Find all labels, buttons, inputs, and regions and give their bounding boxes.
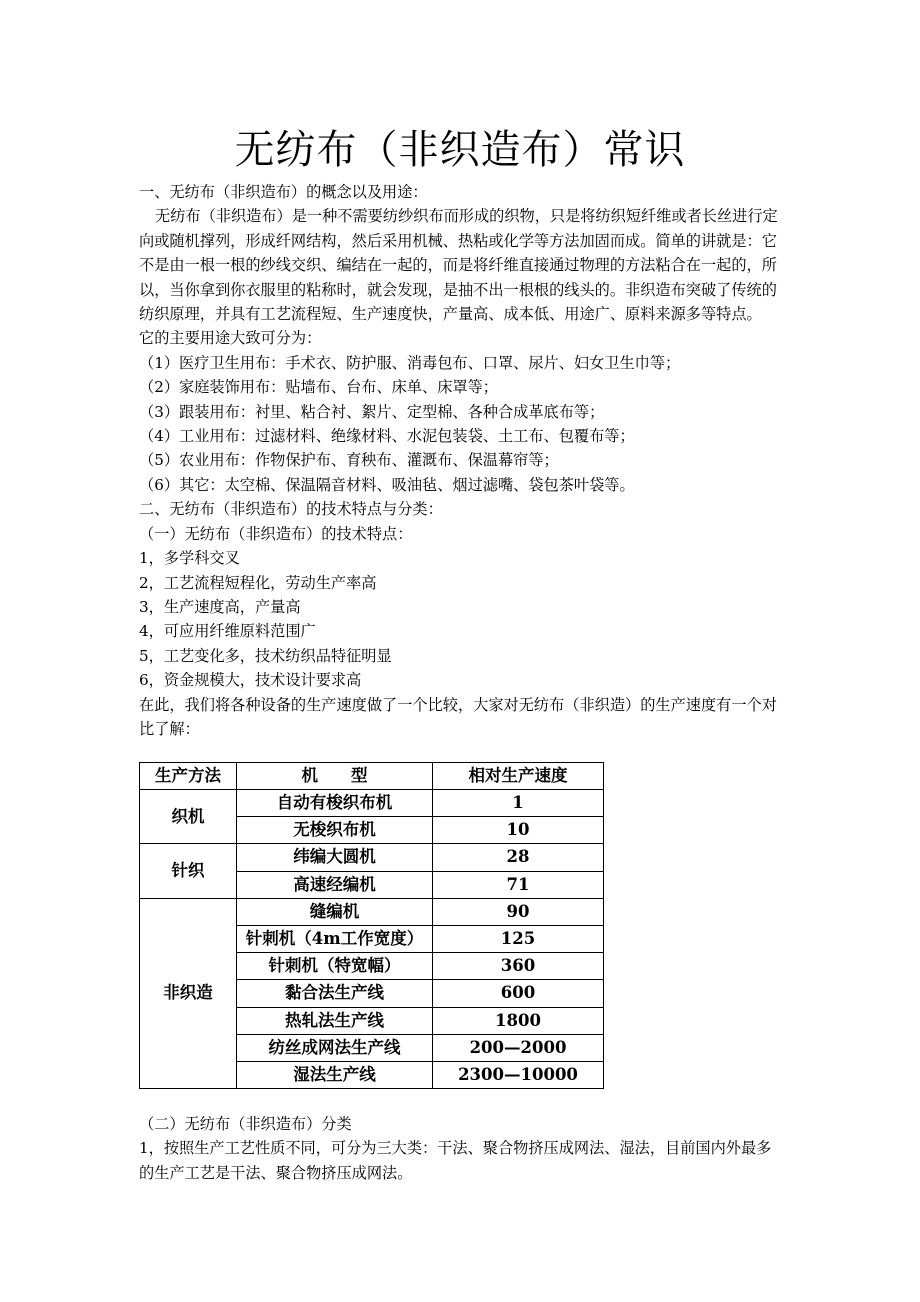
- paragraph: 在此，我们将各种设备的生产速度做了一个比较，大家对无纺布（非织造）的生产速度有一个对比了解：: [139, 695, 777, 738]
- speed-cell: 200—2000: [433, 1034, 604, 1061]
- page-title: 无纺布（非织造布）常识: [234, 127, 686, 173]
- machine-cell: 针刺机（4m工作宽度）: [237, 925, 433, 952]
- machine-cell: 针刺机（特宽幅）: [237, 953, 433, 980]
- machine-cell: 缝编机: [237, 898, 433, 925]
- section-heading: 一、无纺布（非织造布）的概念以及用途：: [139, 183, 428, 201]
- list-item: （2）家庭装饰用布：贴墙布、台布、床单、床罩等；: [139, 378, 498, 397]
- speed-cell: 28: [433, 844, 604, 871]
- list-item: （6）其它：太空棉、保温隔音材料、吸油毡、烟过滤嘴、袋包茶叶袋等。: [139, 475, 635, 494]
- subsection-heading: （二）无纺布（非织造布）分类: [139, 1115, 352, 1133]
- table-header-row: [140, 763, 604, 790]
- paragraph: 无纺布（非织造布）是一种不需要纺纱织布而形成的织物，只是将纺织短纤维或者长丝进行定向或随机撑列，形成纤网结构，然后采用机械、热粘或化学等方法加固而成。简单的讲就是：它不是由一根一根的纱线交织、编结在一起的，而是将纤维直接通过物理的方法粘合在一起的，所以，当你拿到你衣服里的粘称时，就会发现，是抽不出一根根的线头的。非织造布突破了传统的纺织原理，并具有工艺流程短、生产速度快，产量高、成本低、用途广、原料来源多等特点。: [139, 207, 778, 324]
- table-header: 相对生产速度: [433, 763, 604, 790]
- paragraph: 1，按照生产工艺性质不同，可分为三大类：干法、聚合物挤压成网法、湿法，目前国内外最多的生产工艺是干法、聚合物挤压成网法。: [139, 1139, 772, 1182]
- table-header: 生产方法: [140, 763, 237, 790]
- list-item: 5，工艺变化多，技术纺织品特征明显: [139, 646, 392, 665]
- list-item: （3）跟装用布：衬里、粘合衬、絮片、定型棉、各种合成革底布等；: [139, 402, 605, 421]
- machine-cell: 高速经编机: [237, 871, 433, 898]
- table-row: [140, 790, 604, 817]
- speed-cell: 125: [433, 925, 604, 952]
- list-item: （5）农业用布：作物保护布、育秧布、灌溉布、保温幕帘等；: [139, 451, 559, 470]
- subsection-heading: （一）无纺布（非织造布）的技术特点：: [139, 524, 413, 543]
- method-cell: 针织: [140, 844, 237, 898]
- speed-cell: 2300—10000: [433, 1061, 604, 1088]
- list-item: 3，生产速度高，产量高: [139, 597, 301, 616]
- machine-cell: 纬编大圆机: [237, 844, 433, 871]
- list-item: 6，资金规模大，技术设计要求高: [139, 671, 362, 690]
- speed-cell: 600: [433, 980, 604, 1007]
- list-item: 1，多学科交叉: [139, 549, 240, 568]
- speed-cell: 360: [433, 953, 604, 980]
- method-cell: 非织造: [140, 898, 237, 1088]
- paragraph: 它的主要用途大致可分为：: [139, 329, 322, 348]
- machine-cell: 黏合法生产线: [237, 980, 433, 1007]
- document-body: [139, 180, 784, 741]
- speed-cell: 1: [433, 790, 604, 817]
- table-row: [140, 898, 604, 925]
- machine-cell: 自动有梭织布机: [237, 790, 433, 817]
- list-item: 2，工艺流程短程化，劳动生产率高: [139, 573, 377, 592]
- method-cell: 织机: [140, 790, 237, 844]
- table-header: 机 型: [237, 763, 433, 790]
- document-body-continued: [139, 1112, 784, 1185]
- machine-cell: 无梭织布机: [237, 817, 433, 844]
- speed-comparison-table: [139, 762, 604, 1089]
- speed-cell: 71: [433, 871, 604, 898]
- section-heading: 二、无纺布（非织造布）的技术特点与分类：: [139, 500, 443, 519]
- table-row: [140, 844, 604, 871]
- speed-cell: 1800: [433, 1007, 604, 1034]
- machine-cell: 纺丝成网法生产线: [237, 1034, 433, 1061]
- speed-cell: 10: [433, 817, 604, 844]
- speed-cell: 90: [433, 898, 604, 925]
- list-item: （4）工业用布：过滤材料、绝缘材料、水泥包装袋、土工布、包覆布等；: [139, 427, 635, 446]
- machine-cell: 湿法生产线: [237, 1061, 433, 1088]
- list-item: （1）医疗卫生用布：手术衣、防护服、消毒包布、口罩、尿片、妇女卫生巾等；: [139, 353, 681, 372]
- machine-cell: 热轧法生产线: [237, 1007, 433, 1034]
- list-item: 4，可应用纤维原料范围广: [139, 622, 316, 641]
